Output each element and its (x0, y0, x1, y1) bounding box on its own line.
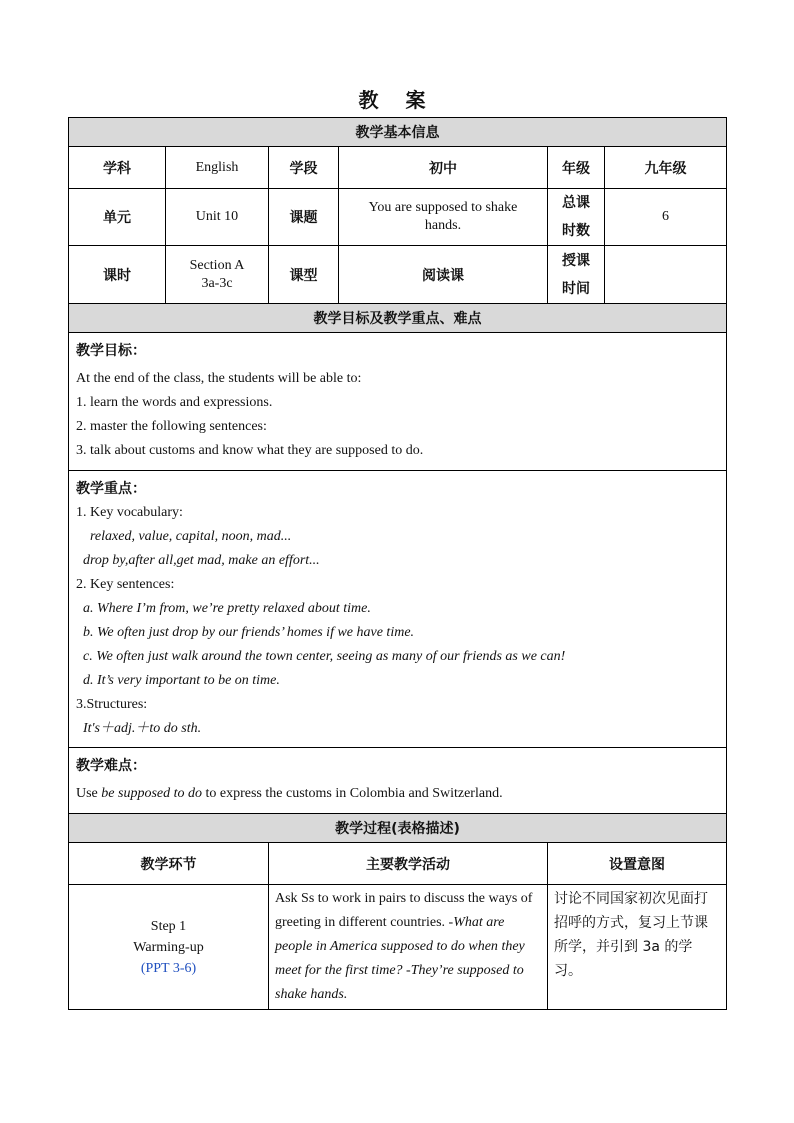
teaching-time-label-line1: 授课 (562, 252, 590, 269)
period-value-line1: Section A (189, 257, 245, 273)
col-activity-header: 主要教学活动 (269, 843, 548, 885)
activity-question: -What are people in America supposed to do when (275, 915, 505, 954)
stage-label: 学段 (269, 147, 339, 189)
topic-value: You are supposed to shake hands. (339, 189, 548, 246)
vocab-words: relaxed, value, capital, noon, mad... (90, 529, 292, 544)
activity-answer: -They’re supposed to shake hands. (275, 963, 524, 1002)
difficulty-text (76, 782, 719, 806)
structure-pattern: It's＋adj.＋to do sth. (83, 721, 202, 736)
subject-label: 学科 (69, 147, 166, 189)
difficulty-text-pre: Use (76, 786, 102, 801)
step-number: Step 1 (150, 918, 187, 934)
type-label: 课型 (269, 246, 339, 304)
goals-section (69, 333, 727, 471)
vocab-heading: 1. Key vocabulary: (76, 505, 183, 520)
goals-heading: 教学目标： (76, 343, 146, 359)
col-purpose-header: 设置意图 (548, 843, 727, 885)
col-step-header: 教学环节 (69, 843, 269, 885)
purpose-cell: 讨论不同国家初次见面打招呼的方式，复习上节课所学，并引到 3a 的学习。 (548, 885, 727, 1010)
total-hours-label (548, 189, 605, 246)
step-ppt-ref: (PPT 3-6) (140, 960, 197, 976)
goals-line: 3. talk about customs and know what they are supposed to do. (76, 443, 424, 458)
total-hours-value: 6 (605, 189, 727, 246)
activity-cell (269, 885, 548, 1010)
step-cell (69, 885, 269, 1010)
difficulty-section (69, 748, 727, 814)
teaching-time-value (605, 246, 727, 304)
unit-label: 单元 (69, 189, 166, 246)
structures-heading: 3.Structures: (76, 697, 148, 712)
difficulty-text-post: to express the customs in Colombia and Switzerland. (202, 786, 503, 801)
teaching-time-label-line2: 时间 (562, 280, 590, 297)
key-sentence: b. We often just drop by our friends’ homes if we have time. (83, 625, 415, 640)
grade-label: 年级 (548, 147, 605, 189)
subject-value: English (166, 147, 269, 189)
keypoints-section (69, 471, 727, 748)
difficulty-heading: 教学难点： (76, 758, 146, 774)
keypoints-heading: 教学重点： (76, 481, 146, 497)
vocab-phrases: drop by,after all,get mad, make an effort... (83, 553, 320, 568)
section-basic-header: 教学基本信息 (69, 118, 727, 147)
total-hours-label-line2: 时数 (562, 223, 590, 239)
goals-line: At the end of the class, the students will be able to: (76, 371, 362, 386)
period-label: 课时 (69, 246, 166, 304)
topic-label: 课题 (269, 189, 339, 246)
type-value: 阅读课 (339, 246, 548, 304)
period-value (166, 246, 269, 304)
difficulty-text-emphasis: be supposed to do (101, 786, 202, 801)
key-sentence: d. It’s very important to be on time. (83, 673, 280, 688)
period-value-line2: 3a-3c (201, 275, 233, 291)
sentences-heading: 2. Key sentences: (76, 577, 175, 592)
grade-value: 九年级 (605, 147, 727, 189)
unit-value: Unit 10 (166, 189, 269, 246)
step-name: Warming-up (133, 939, 204, 955)
lesson-plan-table (68, 117, 727, 1010)
section-goals-header: 教学目标及教学重点、难点 (69, 304, 727, 333)
stage-value: 初中 (339, 147, 548, 189)
goals-line: 2. master the following sentences: (76, 419, 267, 434)
goals-line: 1. learn the words and expressions. (76, 395, 273, 410)
activity-question: they meet for the first time? (275, 939, 525, 978)
teaching-time-label (548, 246, 605, 304)
activity-line: greeting in different countries. (275, 915, 446, 930)
key-sentence: a. Where I’m from, we’re pretty relaxed about time. (83, 601, 371, 616)
total-hours-label-line1: 总课 (562, 195, 590, 211)
section-process-header: 教学过程(表格描述) (69, 814, 727, 843)
document-title: 教 案 (358, 88, 436, 112)
activity-line: Ask Ss to work in pairs to discuss the ways of (275, 891, 533, 906)
key-sentence: c. We often just walk around the town center, seeing as many of our friends as we can! (83, 649, 566, 664)
